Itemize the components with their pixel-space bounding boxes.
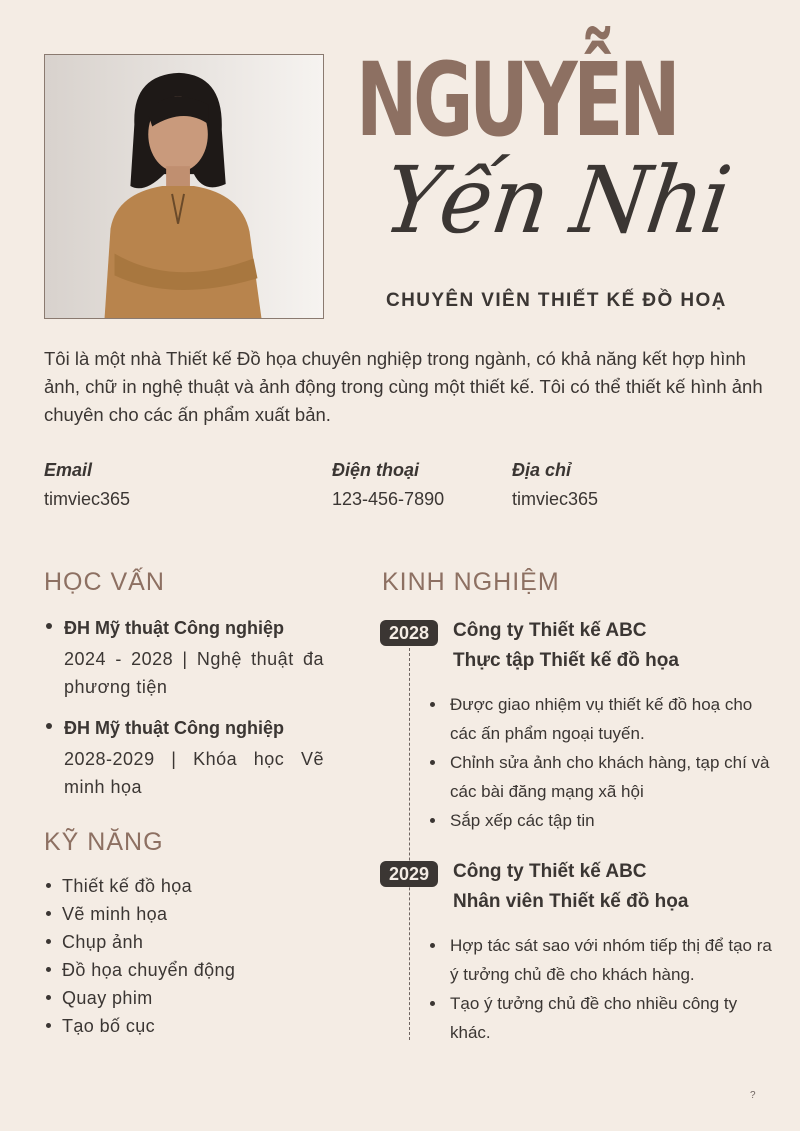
bullet-icon (430, 760, 435, 765)
experience-item (380, 861, 770, 1041)
skill-label: Đồ họa chuyển động (62, 960, 236, 980)
job-role: Nhân viên Thiết kế đồ họa (453, 891, 689, 912)
skills-title: KỸ NĂNG (44, 828, 164, 856)
skill-label: Quay phim (62, 988, 153, 1008)
education-school: ĐH Mỹ thuật Công nghiệp (64, 618, 284, 638)
skill-item (44, 872, 324, 900)
skill-label: Vẽ minh họa (62, 904, 168, 924)
bullet-icon (430, 943, 435, 948)
bullet-icon (430, 702, 435, 707)
bullet-icon (46, 939, 51, 944)
skill-item (44, 984, 324, 1012)
intro-paragraph: Tôi là một nhà Thiết kế Đồ họa chuyên nghiệp trong ngành, có khả năng kết hợp hình ảnh, chữ in nghệ thuật và ảnh động trong cùng một thiết kế. Tôi có thể thiết kế hình ảnh chuyên cho các ấn phẩm xuất bản. (44, 348, 763, 425)
task-item (428, 989, 773, 1047)
experience-item (380, 620, 770, 830)
skill-label: Tạo bố cục (62, 1016, 156, 1036)
bullet-icon (46, 623, 52, 629)
contact-email (44, 460, 130, 510)
bullet-icon (46, 883, 51, 888)
education-school: ĐH Mỹ thuật Công nghiệp (64, 718, 284, 738)
phone-value: 123-456-7890 (332, 489, 445, 509)
email-label: Email (44, 460, 93, 480)
skill-label: Chụp ảnh (62, 932, 144, 952)
contact-phone (332, 460, 444, 510)
education-list (44, 615, 324, 815)
job-tasks (428, 931, 773, 1047)
education-title: HỌC VẤN (44, 568, 165, 596)
year-badge: 2029 (380, 861, 438, 887)
job-company: Công ty Thiết kế ABC (453, 861, 647, 882)
task-item (428, 690, 773, 748)
skill-item (44, 900, 324, 928)
job-role: Thực tập Thiết kế đồ họa (453, 650, 679, 671)
profile-photo (44, 54, 324, 319)
task-item (428, 748, 773, 806)
skill-item (44, 1012, 324, 1040)
task-text: Hợp tác sát sao với nhóm tiếp thị để tạo ra ý tưởng chủ đề cho khách hàng. (450, 936, 772, 984)
bullet-icon (46, 911, 51, 916)
experience-title: KINH NGHIỆM (382, 568, 560, 596)
skill-item (44, 956, 324, 984)
bullet-icon (46, 723, 52, 729)
education-item (44, 615, 324, 701)
address-value: timviec365 (512, 489, 599, 509)
skills-list (44, 872, 324, 1040)
page-mark: ? (750, 1090, 756, 1101)
job-company: Công ty Thiết kế ABC (453, 620, 647, 641)
bullet-icon (430, 1001, 435, 1006)
task-text: Chỉnh sửa ảnh cho khách hàng, tạp chí và các bài đăng mạng xã hội (450, 753, 770, 801)
bullet-icon (430, 818, 435, 823)
email-value: timviec365 (44, 489, 131, 509)
task-text: Sắp xếp các tập tin (450, 811, 595, 830)
first-name: Yến Nhi (377, 147, 736, 254)
last-name: NGUYỄN (356, 41, 677, 160)
task-item (428, 806, 773, 835)
task-item (428, 931, 773, 989)
task-text: Được giao nhiệm vụ thiết kế đồ hoạ cho các ấn phẩm ngoại tuyến. (450, 695, 753, 743)
task-text: Tạo ý tưởng chủ đề cho nhiều công ty khác. (450, 994, 738, 1042)
education-detail: 2024 - 2028 | Nghệ thuật đa phương tiện (64, 649, 324, 697)
bullet-icon (46, 1023, 51, 1028)
phone-label: Điện thoại (332, 460, 420, 480)
contact-address (512, 460, 598, 510)
education-item (44, 715, 324, 801)
job-title: CHUYÊN VIÊN THIẾT KẾ ĐỒ HOẠ (386, 290, 727, 311)
skill-item (44, 928, 324, 956)
year-badge: 2028 (380, 620, 438, 646)
address-label: Địa chỉ (512, 460, 572, 480)
education-detail: 2028-2029 | Khóa học Vẽ minh họa (64, 749, 324, 797)
skill-label: Thiết kế đồ họa (62, 876, 193, 896)
bullet-icon (46, 967, 51, 972)
job-tasks (428, 690, 773, 835)
bullet-icon (46, 995, 51, 1000)
